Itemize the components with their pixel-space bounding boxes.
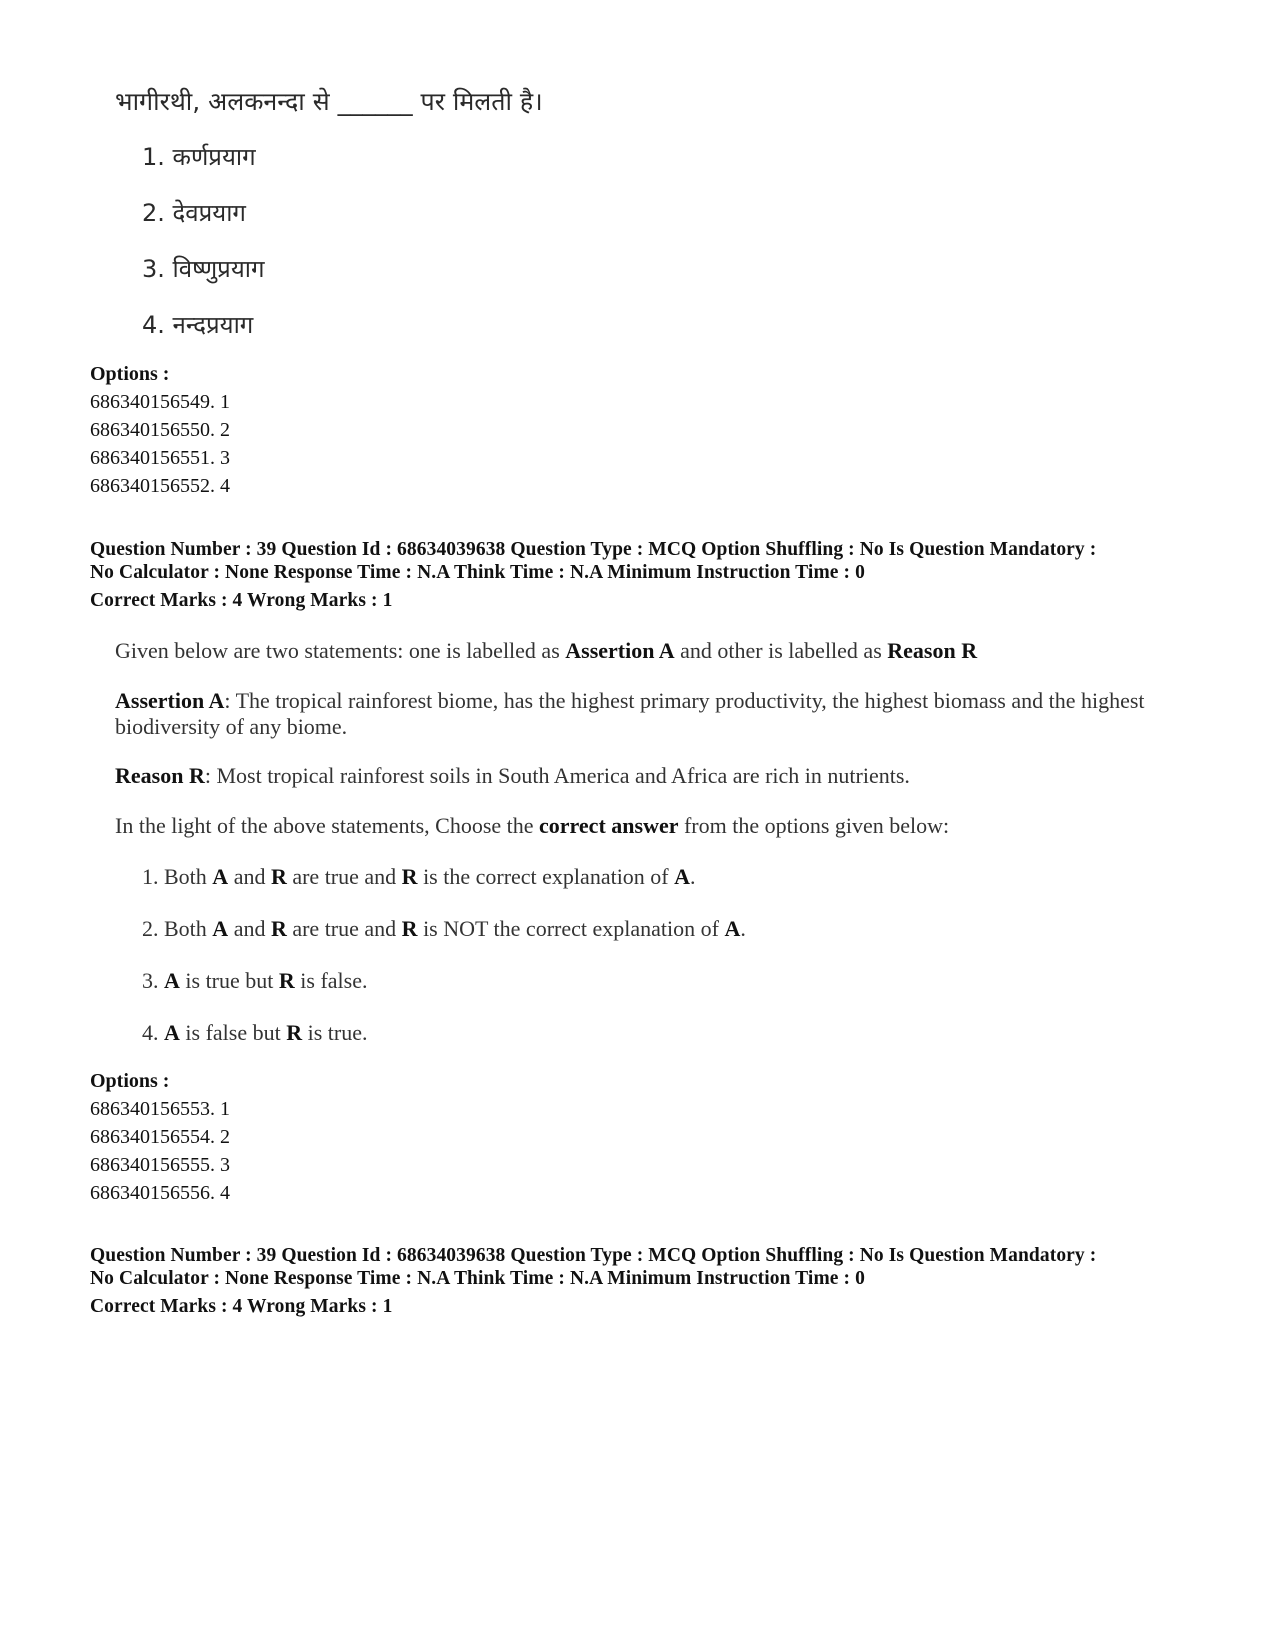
choice-3-hindi: 3. विष्णुप्रयाग bbox=[142, 255, 265, 283]
question-marks-next: Correct Marks : 4 Wrong Marks : 1 bbox=[90, 1296, 393, 1317]
choice-1-hindi: 1. कर्णप्रयाग bbox=[142, 143, 256, 171]
question-meta-line2: No Calculator : None Response Time : N.A Think Time : N.A Minimum Instruction Time : 0 bbox=[90, 562, 865, 583]
instruction-text: In the light of the above statements, Choose the correct answer from the options given below: bbox=[115, 813, 950, 838]
option-id-4: 686340156552. 4 bbox=[90, 475, 230, 497]
reason-statement: Reason R: Most tropical rainforest soils in South America and Africa are rich in nutrients. bbox=[115, 763, 910, 788]
answer-choice-4: 4. A is false but R is true. bbox=[142, 1020, 368, 1045]
assertion-reason-intro: Given below are two statements: one is labelled as Assertion A and other is labelled as Reason R bbox=[115, 638, 978, 663]
option-id-5: 686340156553. 1 bbox=[90, 1098, 230, 1120]
option-id-7: 686340156555. 3 bbox=[90, 1154, 230, 1176]
question-meta-line1-next: Question Number : 39 Question Id : 68634039638 Question Type : MCQ Option Shuffling : No Is Question Mandatory : bbox=[90, 1245, 1097, 1266]
option-id-8: 686340156556. 4 bbox=[90, 1182, 230, 1204]
question-text-hindi: भागीरथी, अलकनन्दा से ______ पर मिलती है। bbox=[115, 87, 543, 116]
answer-choice-3: 3. A is true but R is false. bbox=[142, 968, 368, 993]
choice-2-hindi: 2. देवप्रयाग bbox=[142, 199, 246, 227]
question-meta-line1: Question Number : 39 Question Id : 68634039638 Question Type : MCQ Option Shuffling : No Is Question Mandatory : bbox=[90, 539, 1097, 560]
option-id-1: 686340156549. 1 bbox=[90, 391, 230, 413]
question-marks: Correct Marks : 4 Wrong Marks : 1 bbox=[90, 590, 393, 611]
options-label: Options : bbox=[90, 363, 170, 385]
answer-choice-2: 2. Both A and R are true and R is NOT the correct explanation of A. bbox=[142, 916, 746, 941]
answer-choice-1: 1. Both A and R are true and R is the correct explanation of A. bbox=[142, 864, 696, 889]
options-label-2: Options : bbox=[90, 1070, 170, 1092]
question-meta-line2-next: No Calculator : None Response Time : N.A Think Time : N.A Minimum Instruction Time : 0 bbox=[90, 1268, 865, 1289]
assertion-statement: Assertion A: The tropical rainforest biome, has the highest primary productivity, the highest biomass and the highest biodiversity of any biome. bbox=[115, 688, 1145, 739]
option-id-3: 686340156551. 3 bbox=[90, 447, 230, 469]
option-id-2: 686340156550. 2 bbox=[90, 419, 230, 441]
choice-4-hindi: 4. नन्दप्रयाग bbox=[142, 311, 254, 339]
option-id-6: 686340156554. 2 bbox=[90, 1126, 230, 1148]
